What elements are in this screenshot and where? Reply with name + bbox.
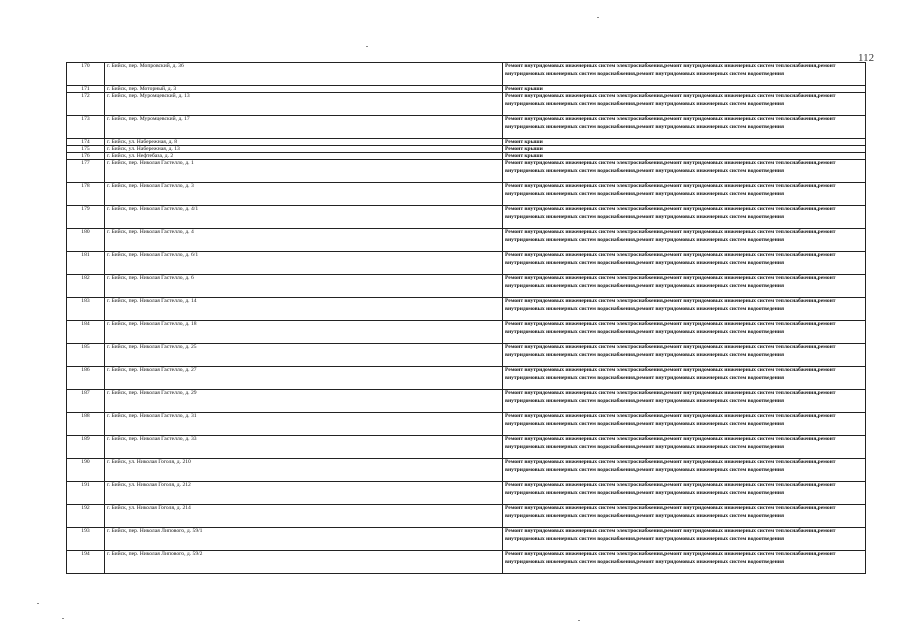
row-address: г. Бийск, пер. Николая Гастелло, д. 25: [105, 344, 503, 367]
row-work-type: Ремонт внутридомовых инженерных систем электроснабжения,ремонт внутридомовых инженерных систем теплоснабжения,ремонт внутридомовых инженерных систем водоснабжения,ремонт внутридомовых инженерных систем водоотведения: [503, 275, 866, 298]
row-number: 180: [67, 229, 105, 252]
table-row: [67, 86, 866, 93]
row-address: г. Бийск, пер. Николая Гастелло, д. 14: [105, 298, 503, 321]
row-address: г. Бийск, пер. Николая Гастелло, д. 1: [105, 160, 503, 183]
row-address: г. Бийск, пер. Николая Гастелло, д. 29: [105, 390, 503, 413]
table-row: [67, 63, 866, 86]
row-number: 187: [67, 390, 105, 413]
row-address: г. Бийск, ул. Набережная, д. 8: [105, 139, 503, 146]
row-number: 176: [67, 153, 105, 160]
scan-speck: [597, 17, 599, 18]
row-work-type: Ремонт внутридомовых инженерных систем электроснабжения,ремонт внутридомовых инженерных систем теплоснабжения,ремонт внутридомовых инженерных систем водоснабжения,ремонт внутридомовых инженерных систем водоотведения: [503, 459, 866, 482]
table-row: [67, 146, 866, 153]
table-row: [67, 93, 866, 116]
row-address: г. Бийск, пер. Николая Гастелло, д. 33: [105, 436, 503, 459]
table-row: [67, 139, 866, 146]
row-number: 191: [67, 482, 105, 505]
table-row: [67, 321, 866, 344]
table-row: [67, 252, 866, 275]
row-number: 189: [67, 436, 105, 459]
row-number: 194: [67, 551, 105, 574]
row-number: 174: [67, 139, 105, 146]
works-table: [66, 62, 866, 574]
scan-speck: [366, 46, 368, 47]
table-row: [67, 551, 866, 574]
row-address: г. Бийск, ул. Николая Гоголя, д. 212: [105, 482, 503, 505]
row-work-type: Ремонт внутридомовых инженерных систем электроснабжения,ремонт внутридомовых инженерных систем теплоснабжения,ремонт внутридомовых инженерных систем водоснабжения,ремонт внутридомовых инженерных систем водоотведения: [503, 367, 866, 390]
table-row: [67, 160, 866, 183]
row-address: г. Бийск, пер. Николая Гастелло, д. 4/1: [105, 206, 503, 229]
table-row: [67, 528, 866, 551]
scan-speck: [578, 620, 580, 621]
row-number: 177: [67, 160, 105, 183]
row-number: 190: [67, 459, 105, 482]
row-work-type: Ремонт внутридомовых инженерных систем электроснабжения,ремонт внутридомовых инженерных систем теплоснабжения,ремонт внутридомовых инженерных систем водоснабжения,ремонт внутридомовых инженерных систем водоотведения: [503, 63, 866, 86]
row-number: 171: [67, 86, 105, 93]
table-row: [67, 206, 866, 229]
row-address: г. Бийск, пер. Николая Гастелло, д. 6: [105, 275, 503, 298]
table-row: [67, 459, 866, 482]
row-number: 186: [67, 367, 105, 390]
table-row: [67, 436, 866, 459]
row-work-type: Ремонт внутридомовых инженерных систем электроснабжения,ремонт внутридомовых инженерных систем теплоснабжения,ремонт внутридомовых инженерных систем водоснабжения,ремонт внутридомовых инженерных систем водоотведения: [503, 160, 866, 183]
row-work-type: Ремонт внутридомовых инженерных систем электроснабжения,ремонт внутридомовых инженерных систем теплоснабжения,ремонт внутридомовых инженерных систем водоснабжения,ремонт внутридомовых инженерных систем водоотведения: [503, 413, 866, 436]
row-number: 172: [67, 93, 105, 116]
row-address: г. Бийск, ул. Набережная, д. 13: [105, 146, 503, 153]
table-row: [67, 344, 866, 367]
row-address: г. Бийск, пер. Николая Гастелло, д. 31: [105, 413, 503, 436]
row-work-type: Ремонт крыши: [503, 153, 866, 160]
table-row: [67, 229, 866, 252]
works-table-body: [67, 63, 866, 574]
row-address: г. Бийск, пер. Николая Гастелло, д. 27: [105, 367, 503, 390]
row-work-type: Ремонт внутридомовых инженерных систем электроснабжения,ремонт внутридомовых инженерных систем теплоснабжения,ремонт внутридомовых инженерных систем водоснабжения,ремонт внутридомовых инженерных систем водоотведения: [503, 93, 866, 116]
row-number: 185: [67, 344, 105, 367]
row-address: г. Бийск, пер. Николая Липового, д. 59/2: [105, 551, 503, 574]
row-work-type: Ремонт крыши: [503, 146, 866, 153]
row-work-type: Ремонт внутридомовых инженерных систем электроснабжения,ремонт внутридомовых инженерных систем теплоснабжения,ремонт внутридомовых инженерных систем водоснабжения,ремонт внутридомовых инженерных систем водоотведения: [503, 390, 866, 413]
row-work-type: Ремонт внутридомовых инженерных систем электроснабжения,ремонт внутридомовых инженерных систем теплоснабжения,ремонт внутридомовых инженерных систем водоснабжения,ремонт внутридомовых инженерных систем водоотведения: [503, 482, 866, 505]
row-work-type: Ремонт внутридомовых инженерных систем электроснабжения,ремонт внутридомовых инженерных систем теплоснабжения,ремонт внутридомовых инженерных систем водоснабжения,ремонт внутридомовых инженерных систем водоотведения: [503, 298, 866, 321]
row-address: г. Бийск, пер. Николая Липового, д. 59/1: [105, 528, 503, 551]
table-row: [67, 482, 866, 505]
table-row: [67, 183, 866, 206]
row-work-type: Ремонт внутридомовых инженерных систем электроснабжения,ремонт внутридомовых инженерных систем теплоснабжения,ремонт внутридомовых инженерных систем водоснабжения,ремонт внутридомовых инженерных систем водоотведения: [503, 436, 866, 459]
row-work-type: Ремонт внутридомовых инженерных систем электроснабжения,ремонт внутридомовых инженерных систем теплоснабжения,ремонт внутридомовых инженерных систем водоснабжения,ремонт внутридомовых инженерных систем водоотведения: [503, 116, 866, 139]
row-work-type: Ремонт внутридомовых инженерных систем электроснабжения,ремонт внутридомовых инженерных систем теплоснабжения,ремонт внутридомовых инженерных систем водоснабжения,ремонт внутридомовых инженерных систем водоотведения: [503, 229, 866, 252]
row-work-type: Ремонт внутридомовых инженерных систем электроснабжения,ремонт внутридомовых инженерных систем теплоснабжения,ремонт внутридомовых инженерных систем водоснабжения,ремонт внутридомовых инженерных систем водоотведения: [503, 321, 866, 344]
table-row: [67, 116, 866, 139]
row-work-type: Ремонт внутридомовых инженерных систем электроснабжения,ремонт внутридомовых инженерных систем теплоснабжения,ремонт внутридомовых инженерных систем водоснабжения,ремонт внутридомовых инженерных систем водоотведения: [503, 252, 866, 275]
row-work-type: Ремонт внутридомовых инженерных систем электроснабжения,ремонт внутридомовых инженерных систем теплоснабжения,ремонт внутридомовых инженерных систем водоснабжения,ремонт внутридомовых инженерных систем водоотведения: [503, 183, 866, 206]
table-row: [67, 367, 866, 390]
row-address: г. Бийск, пер. Николая Гастелло, д. 4: [105, 229, 503, 252]
row-number: 181: [67, 252, 105, 275]
row-work-type: Ремонт внутридомовых инженерных систем электроснабжения,ремонт внутридомовых инженерных систем теплоснабжения,ремонт внутридомовых инженерных систем водоснабжения,ремонт внутридомовых инженерных систем водоотведения: [503, 505, 866, 528]
row-address: г. Бийск, ул. Николая Гоголя, д. 214: [105, 505, 503, 528]
row-number: 192: [67, 505, 105, 528]
row-address: г. Бийск, пер. Николая Гастелло, д. 6/1: [105, 252, 503, 275]
row-work-type: Ремонт крыши: [503, 86, 866, 93]
row-number: 188: [67, 413, 105, 436]
row-address: г. Бийск, пер. Муромцевский, д. 17: [105, 116, 503, 139]
row-address: г. Бийск, ул. Нефтебаза, д. 2: [105, 153, 503, 160]
row-address: г. Бийск, пер. Николая Гастелло, д. 3: [105, 183, 503, 206]
row-number: 175: [67, 146, 105, 153]
row-work-type: Ремонт внутридомовых инженерных систем электроснабжения,ремонт внутридомовых инженерных систем теплоснабжения,ремонт внутридомовых инженерных систем водоснабжения,ремонт внутридомовых инженерных систем водоотведения: [503, 344, 866, 367]
table-row: [67, 390, 866, 413]
table-row: [67, 413, 866, 436]
table-row: [67, 298, 866, 321]
row-number: 173: [67, 116, 105, 139]
row-work-type: Ремонт внутридомовых инженерных систем электроснабжения,ремонт внутридомовых инженерных систем теплоснабжения,ремонт внутридомовых инженерных систем водоснабжения,ремонт внутридомовых инженерных систем водоотведения: [503, 206, 866, 229]
row-number: 178: [67, 183, 105, 206]
table-row: [67, 153, 866, 160]
row-number: 179: [67, 206, 105, 229]
page-number: 112: [858, 52, 875, 64]
row-address: г. Бийск, пер. Мопровский, д. 36: [105, 63, 503, 86]
row-number: 183: [67, 298, 105, 321]
table-row: [67, 275, 866, 298]
row-number: 193: [67, 528, 105, 551]
row-work-type: Ремонт внутридомовых инженерных систем электроснабжения,ремонт внутридомовых инженерных систем теплоснабжения,ремонт внутридомовых инженерных систем водоснабжения,ремонт внутридомовых инженерных систем водоотведения: [503, 551, 866, 574]
row-address: г. Бийск, пер. Муромцевский, д. 13: [105, 93, 503, 116]
row-work-type: Ремонт крыши: [503, 139, 866, 146]
row-number: 182: [67, 275, 105, 298]
row-number: 184: [67, 321, 105, 344]
row-address: г. Бийск, пер. Николая Гастелло, д. 18: [105, 321, 503, 344]
scan-speck: [62, 618, 64, 619]
row-address: г. Бийск, ул. Николая Гоголя, д. 210: [105, 459, 503, 482]
scan-speck: [37, 603, 39, 604]
row-work-type: Ремонт внутридомовых инженерных систем электроснабжения,ремонт внутридомовых инженерных систем теплоснабжения,ремонт внутридомовых инженерных систем водоснабжения,ремонт внутридомовых инженерных систем водоотведения: [503, 528, 866, 551]
row-address: г. Бийск, пер. Моторный, д. 3: [105, 86, 503, 93]
row-number: 170: [67, 63, 105, 86]
table-row: [67, 505, 866, 528]
